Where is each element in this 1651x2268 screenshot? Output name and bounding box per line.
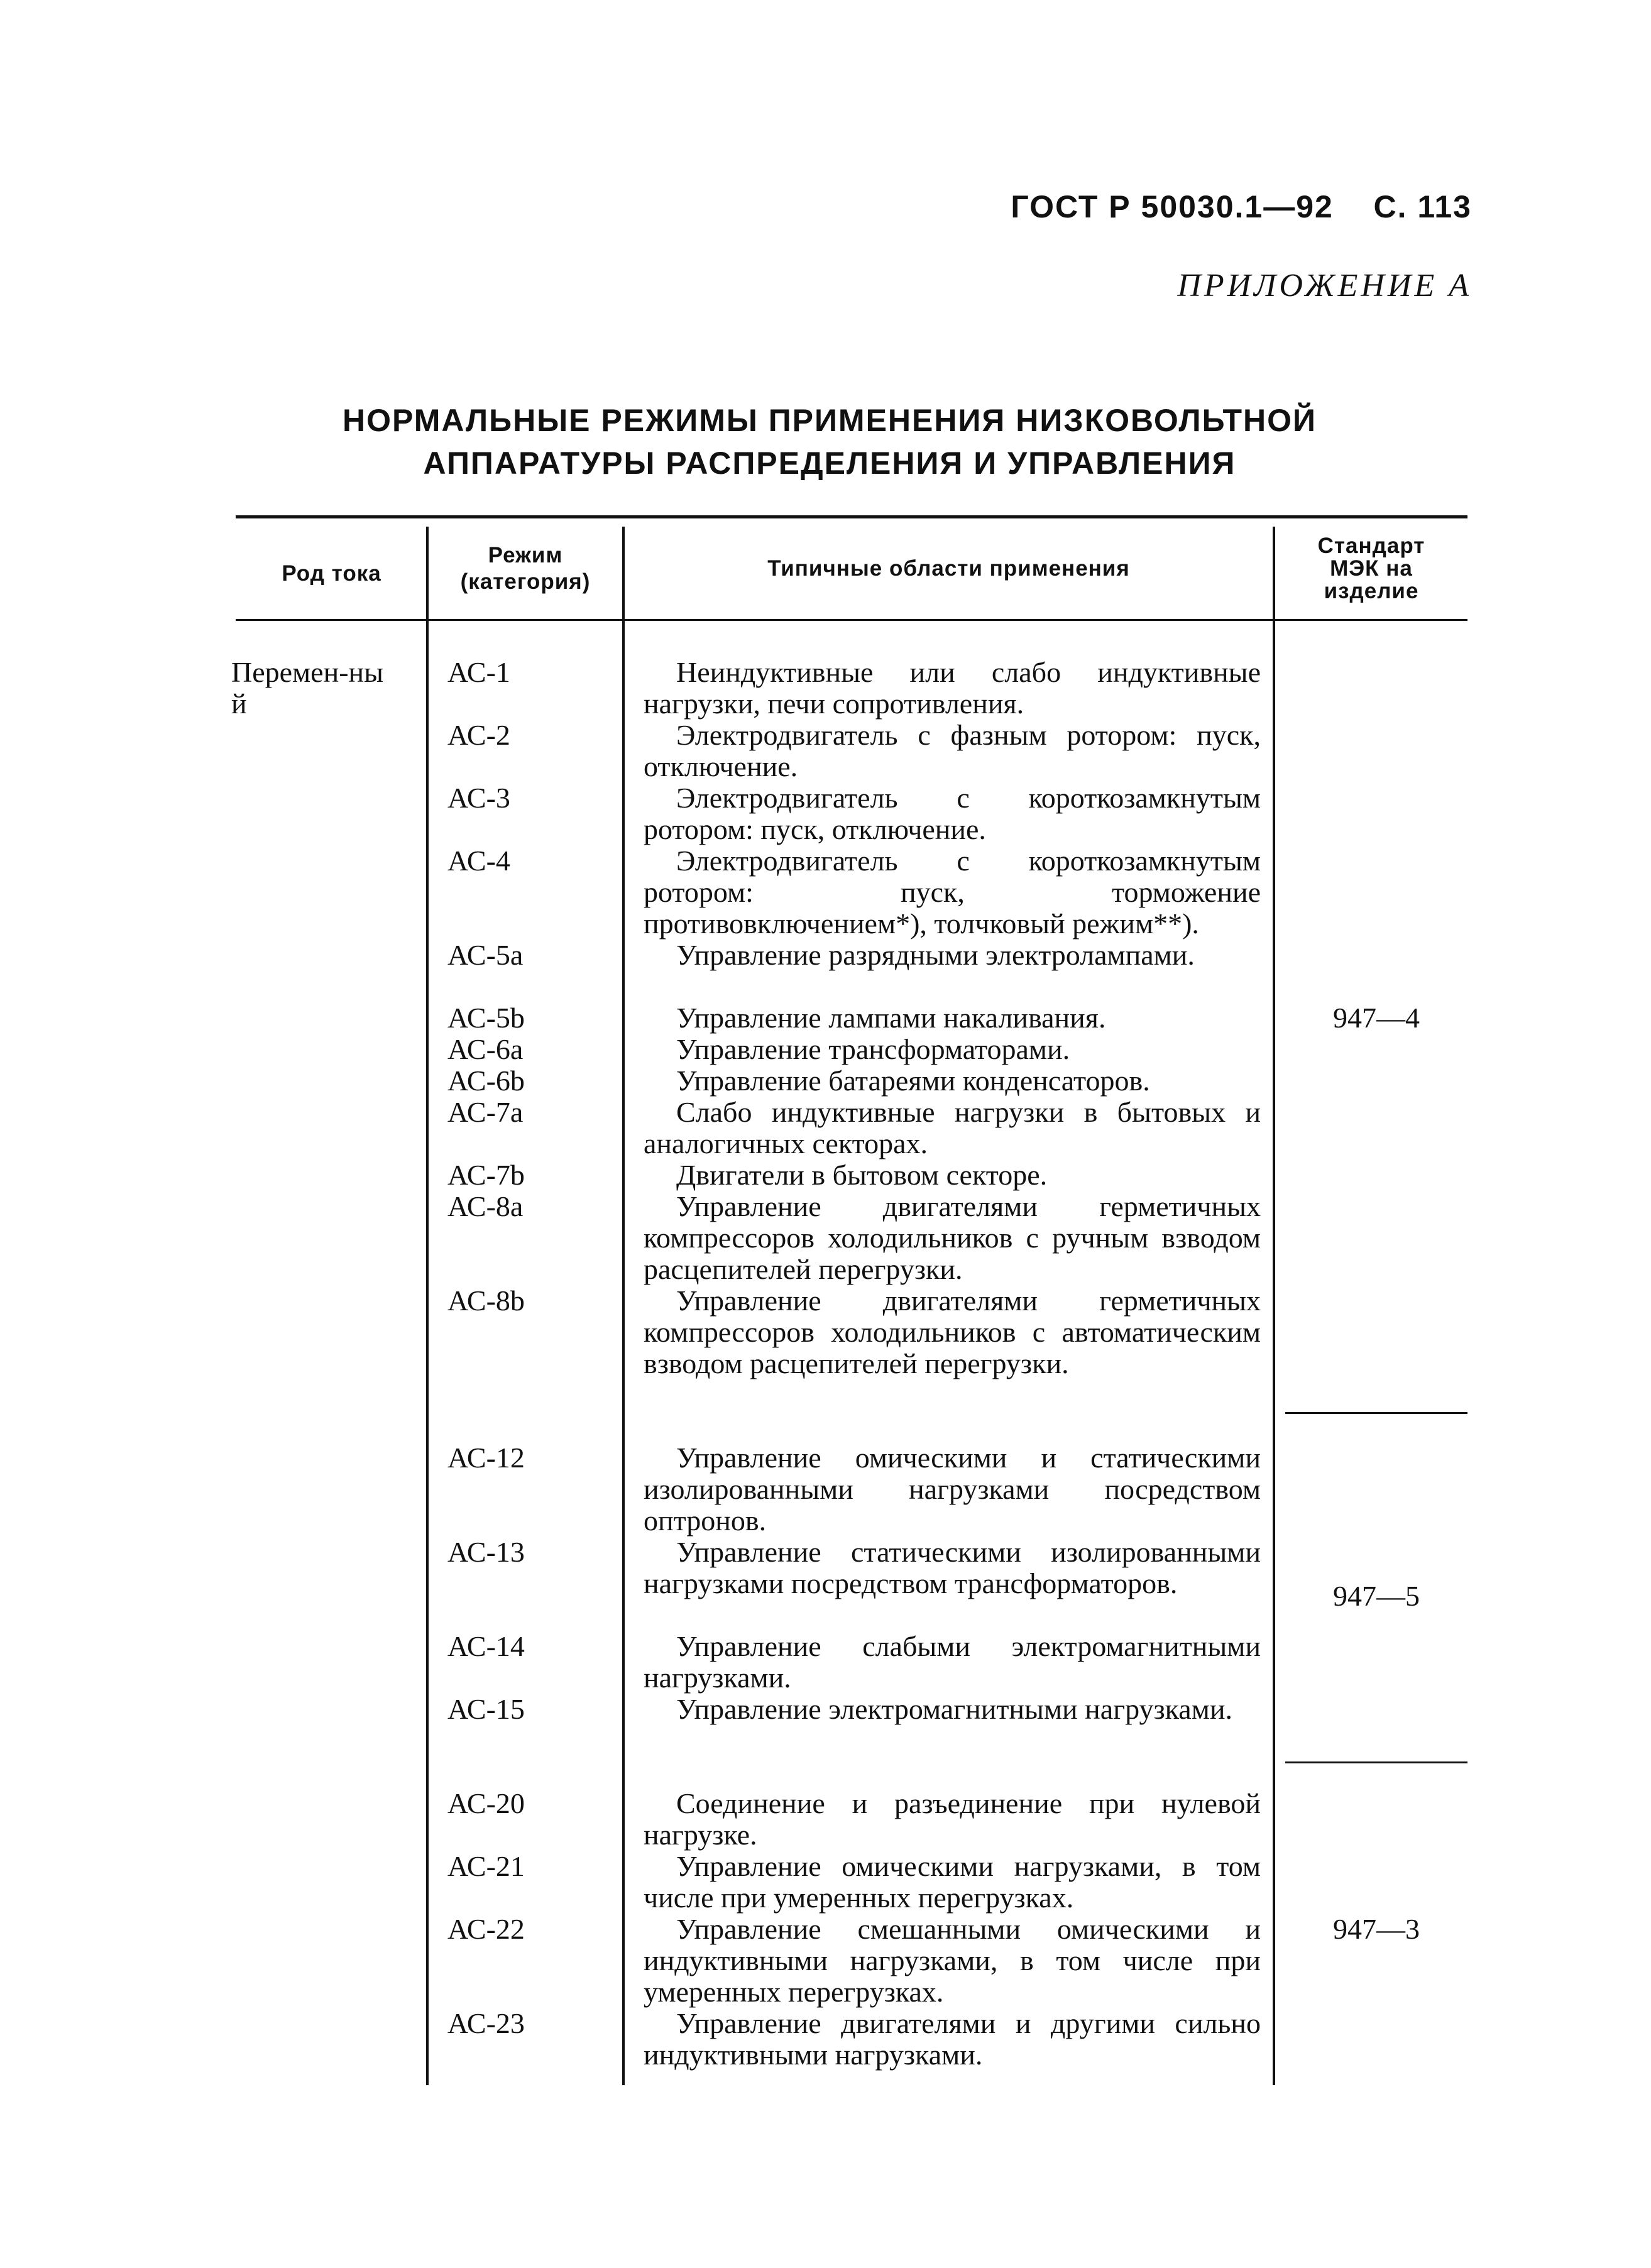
iec-standard-ref: 947—3 [1333, 1913, 1420, 1945]
header-mode-line-2: (категория) [460, 569, 591, 594]
mode-code: АС-5а [447, 939, 524, 971]
application-description: Двигатели в бытовом секторе. [676, 1159, 1048, 1191]
application-description: Управление омическими и статическими изолированными нагрузками посредством оптронов. [644, 1442, 1261, 1537]
mode-code: АС-12 [447, 1442, 525, 1474]
mode-code: АС-4 [447, 845, 510, 877]
application-description: Управление электромагнитными нагрузками. [676, 1693, 1232, 1725]
application-description: Управление двигателями герметичных компрессоров холодильников с ручным взводом расцепителей перегрузки. [644, 1190, 1261, 1285]
standard-number: ГОСТ Р 50030.1—92 [1011, 189, 1334, 224]
application-description: Управление трансформаторами. [676, 1033, 1070, 1065]
column-divider-2 [622, 527, 625, 2085]
application-description: Управление двигателями и другими сильно индуктивными нагрузками. [644, 2007, 1261, 2071]
column-divider-1 [426, 527, 429, 2085]
iec-standard-ref: 947—5 [1333, 1580, 1420, 1612]
application-description: Управление омическими нагрузками, в том числе при умеренных перегрузках. [644, 1850, 1261, 1914]
mode-code: АС-3 [447, 782, 510, 814]
page-number: С. 113 [1373, 189, 1472, 224]
header-standard-line-2: МЭК на [1330, 556, 1413, 581]
application-description: Управление лампами накаливания. [676, 1002, 1106, 1034]
application-description: Электродвигатель с короткозамкнутым ротором: пуск, отключение. [644, 782, 1261, 845]
application-description: Электродвигатель с короткозамкнутым ротором: пуск, торможение противовключением*), толчковый режим**). [644, 845, 1261, 940]
iec-standard-ref: 947—4 [1333, 1002, 1420, 1034]
mode-code: АС-23 [447, 2007, 525, 2039]
standard-group-rule-1 [1285, 1412, 1467, 1414]
current-type-text: Перемен-ный [231, 656, 384, 720]
application-description: Неиндуктивные или слабо индуктивные нагрузки, печи сопротивления. [644, 656, 1261, 720]
mode-code: АС-22 [447, 1913, 525, 1945]
mode-code: АС-21 [447, 1850, 525, 1882]
running-header [1011, 189, 1472, 225]
header-applications: Типичные области применения [767, 556, 1130, 581]
application-description: Управление смешанными омическими и индуктивными нагрузками, в том числе при умеренных перегрузках. [644, 1913, 1261, 2008]
application-description: Управление двигателями герметичных компрессоров холодильников с автоматическим взводом расцепителей перегрузки. [644, 1285, 1261, 1379]
application-description: Управление статическими изолированными нагрузками посредством трансформаторов. [644, 1536, 1261, 1599]
mode-code: АС-8b [447, 1285, 525, 1317]
application-description: Соединение и разъединение при нулевой нагрузке. [644, 1787, 1261, 1851]
document-title-line-2: АППАРАТУРЫ РАСПРЕДЕЛЕНИЯ И УПРАВЛЕНИЯ [423, 446, 1236, 481]
application-description: Управление разрядными электролампами. [676, 939, 1195, 971]
mode-code: АС-1 [447, 656, 510, 688]
mode-code: АС-13 [447, 1536, 525, 1568]
mode-code: АС-8а [447, 1190, 524, 1222]
current-type-cell [231, 657, 388, 720]
standard-group-rule-2 [1285, 1761, 1467, 1763]
mode-code: АС-15 [447, 1693, 525, 1725]
mode-code: АС-6а [447, 1033, 524, 1065]
header-standard-line-3: изделие [1324, 579, 1419, 603]
application-description: Слабо индуктивные нагрузки в бытовых и аналогичных секторах. [644, 1096, 1261, 1159]
column-divider-3 [1273, 527, 1275, 2085]
mode-code: АС-2 [447, 719, 510, 751]
application-description: Управление батареями конденсаторов. [676, 1065, 1150, 1097]
table-top-rule [236, 515, 1467, 518]
header-standard-line-1: Стандарт [1317, 534, 1425, 558]
mode-code: АС-14 [447, 1630, 525, 1662]
mode-code: АС-7b [447, 1159, 525, 1191]
appendix-label: ПРИЛОЖЕНИЕ А [1177, 268, 1472, 304]
header-mode-line-1: Режим [488, 543, 563, 567]
mode-code: АС-6b [447, 1065, 525, 1097]
table-header-rule [236, 619, 1467, 621]
application-description: Электродвигатель с фазным ротором: пуск, отключение. [644, 719, 1261, 782]
mode-code: АС-20 [447, 1787, 525, 1819]
document-title-line-1: НОРМАЛЬНЫЕ РЕЖИМЫ ПРИМЕНЕНИЯ НИЗКОВОЛЬТНОЙ [343, 403, 1317, 438]
header-current-type: Род тока [282, 561, 381, 586]
mode-code: АС-7а [447, 1096, 524, 1128]
mode-code: АС-5b [447, 1002, 525, 1034]
application-description: Управление слабыми электромагнитными нагрузками. [644, 1630, 1261, 1694]
